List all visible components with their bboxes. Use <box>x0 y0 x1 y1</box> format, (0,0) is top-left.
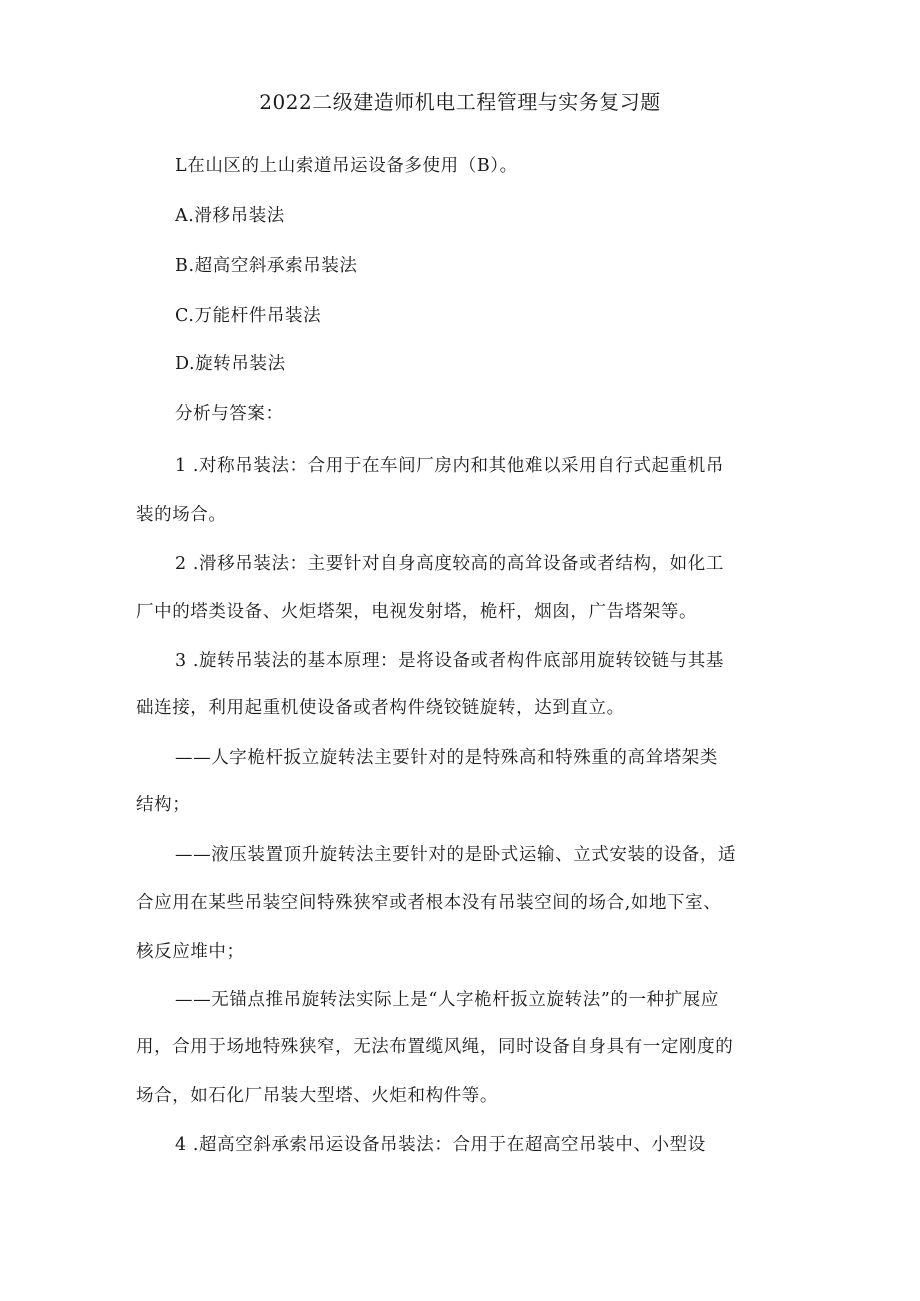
option-a: A.滑移吊装法 <box>175 206 285 226</box>
paragraph-line: 厂中的塔类设备、火炬塔架，电视发射塔，桅杆，烟囱，广告塔架等。 <box>136 602 698 622</box>
paragraph-line: ——人字桅杆扳立旋转法主要针对的是特殊高和特殊重的高耸塔架类 <box>175 748 718 768</box>
document-title: 2022二级建造师机电工程管理与实务复习题 <box>259 90 661 114</box>
paragraph-line: 4 .超高空斜承索吊运设备吊装法：合用于在超高空吊装中、小型设 <box>175 1135 706 1155</box>
paragraph-line: 2 .滑移吊装法：主要针对自身高度较高的高耸设备或者结构，如化工 <box>175 554 724 574</box>
paragraph-line: 3 .旋转吊装法的基本原理：是将设备或者构件底部用旋转铰链与其基 <box>175 651 724 671</box>
paragraph-line: 装的场合。 <box>136 505 227 525</box>
paragraph-line: ——液压装置顶升旋转法主要针对的是卧式运输、立式安装的设备，适 <box>175 845 737 865</box>
paragraph-line: 场合，如石化厂吊装大型塔、火炬和构件等。 <box>136 1086 498 1106</box>
option-c: C.万能杆件吊装法 <box>175 306 322 326</box>
option-d: D.旋转吊装法 <box>175 354 286 374</box>
paragraph-line: 结构； <box>136 795 191 815</box>
paragraph-line: 础连接，利用起重机使设备或者构件绕铰链旋转，达到直立。 <box>136 698 625 718</box>
paragraph-line: 核反应堆中； <box>136 942 245 962</box>
paragraph-line: ——无锚点推吊旋转法实际上是“人字桅杆扳立旋转法”的一种扩展应 <box>175 990 719 1010</box>
paragraph-line: 1 .对称吊装法：合用于在车间厂房内和其他难以采用自行式起重机吊 <box>175 456 724 476</box>
option-b: B.超高空斜承索吊装法 <box>175 256 358 276</box>
question-text: L在山区的上山索道吊运设备多使用（B）。 <box>175 156 518 176</box>
paragraph-line: 用，合用于场地特殊狭窄，无法布置缆风绳，同时设备自身具有一定刚度的 <box>136 1037 734 1057</box>
paragraph-line: 合应用在某些吊装空间特殊狭窄或者根本没有吊装空间的场合,如地下室、 <box>136 893 722 913</box>
analysis-heading: 分析与答案： <box>175 404 284 424</box>
